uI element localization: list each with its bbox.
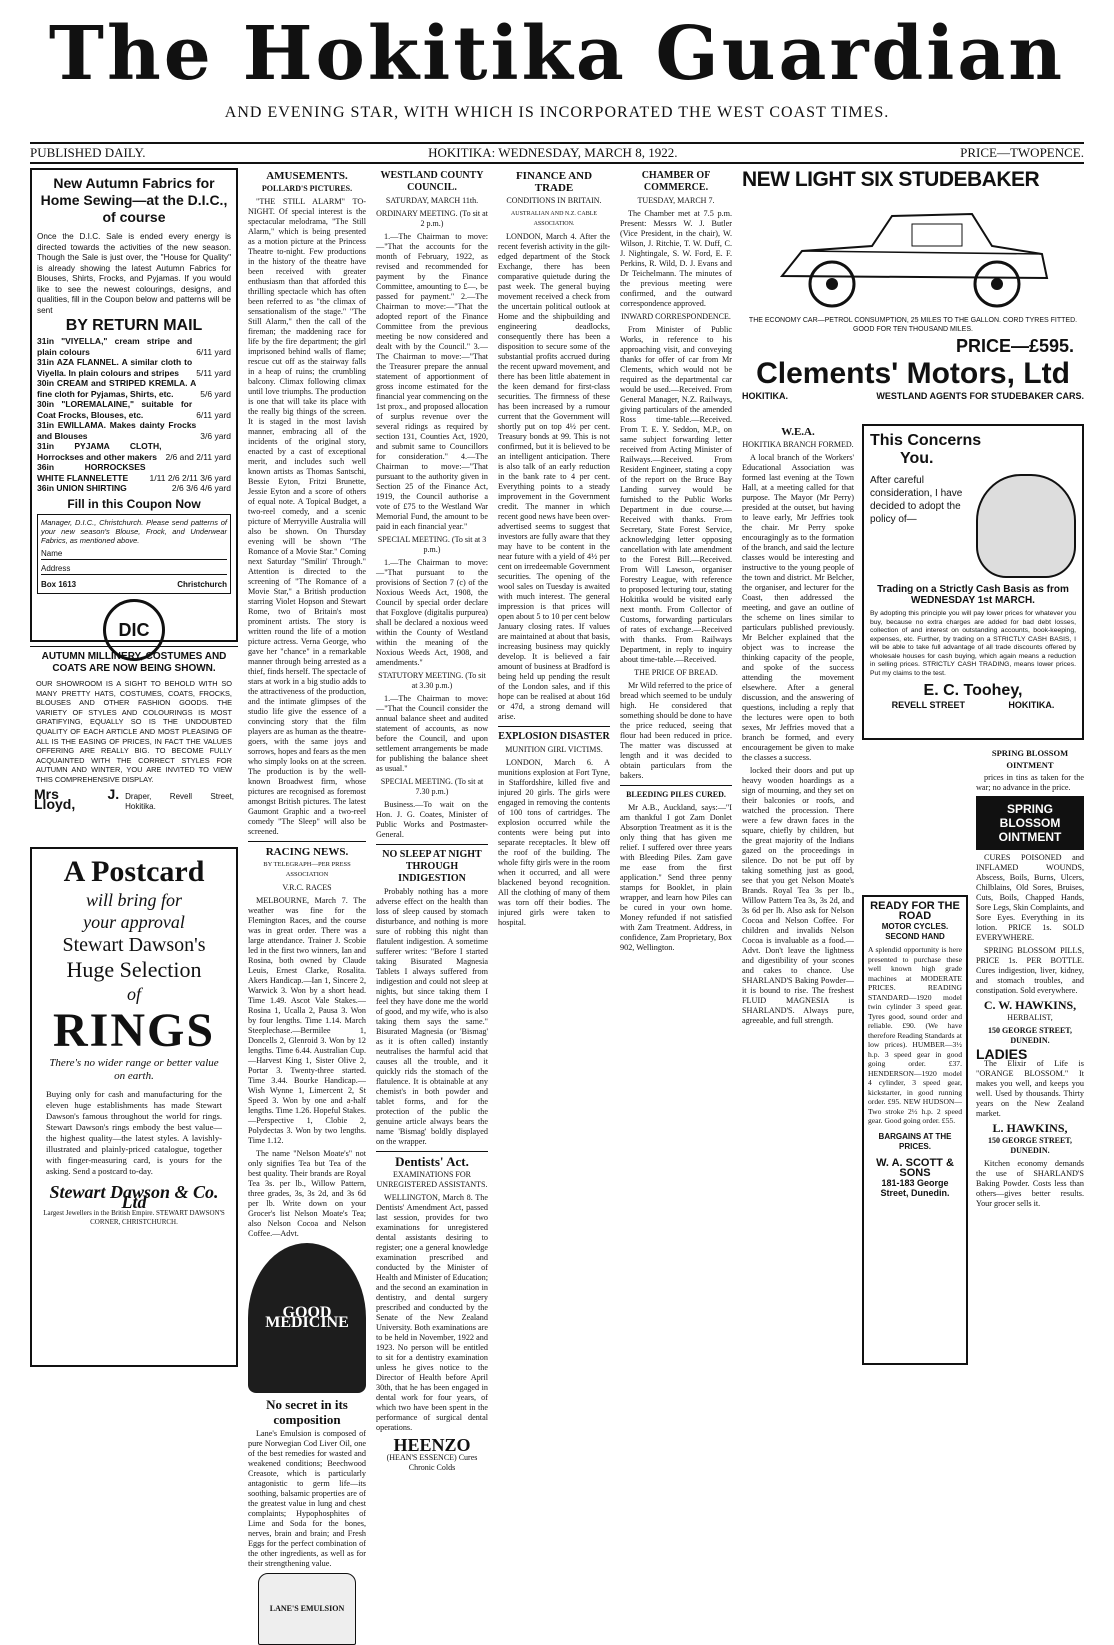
- dic-title: New Autumn Fabrics for Home Sewing—at the D.I.C., of course: [40, 175, 228, 225]
- coupon-title: Fill in this Coupon Now: [67, 496, 201, 511]
- fabric-name: 31in PYJAMA CLOTH, Horrockses and other makers: [37, 441, 162, 462]
- rings-footer: Largest Jewellers in the British Empire. STEWART DAWSON'S CORNER, CHRISTCHURCH.: [43, 1209, 225, 1226]
- spring-title: SPRING BLOSSOM OINTMENT: [991, 748, 1069, 770]
- bleeding-heading: BLEEDING PILES CURED.: [626, 790, 726, 799]
- column-2: [248, 168, 367, 1613]
- dateline: [30, 142, 1084, 164]
- pills-text: SPRING BLOSSOM PILLS, PRICE 1s. PER BOTTLE. Cures indigestion, liver, kidney, and stomach troubles, and constipation. Sold everywhere.: [976, 946, 1084, 995]
- fabric-price: 5/6 yard: [200, 388, 231, 399]
- lloyd-signature: Mrs J. Lloyd,: [34, 785, 120, 812]
- fabric-price: 5/11 yard: [196, 367, 231, 378]
- rings-line7: RINGS: [52, 1004, 216, 1057]
- column-7: [862, 745, 968, 1379]
- by-return-mail: BY RETURN MAIL: [65, 317, 203, 334]
- dentists-article: WELLINGTON, March 8. The Dentists' Amendment Act, passed last session, provides for two examinations for unregistered dental assistants desiring to register; one a general knowledge examination prescribed and conducted by the Minister of Health and Minister of Education; and the second an examination in dentistry, and dental surgery prescribed and conducted by the Senate of the New Zealand University. Both examinations are to be held in November, 1922 and 1923. No person will be entitled to sit for a dentistry examination unless he gives notice to the Director of Health before April 30th, that he has been engaged in dental work for four years, of which two have been spent in the performance of surgical dental operations.: [376, 1193, 488, 1432]
- coupon-box-number: Box 1613: [41, 579, 77, 589]
- hawkins-name: C. W. HAWKINS,: [983, 998, 1077, 1012]
- finance-heading: FINANCE AND TRADE: [515, 170, 593, 194]
- special-meeting-2: SPECIAL MEETING. (To sit at 7.30 p.m.): [380, 777, 484, 796]
- road-bargains: BARGAINS AT THE PRICES.: [878, 1131, 952, 1151]
- rings-advert: [30, 847, 238, 1367]
- exams-heading: EXAMINATIONS FOR UNREGISTERED ASSISTANTS.: [376, 1170, 488, 1189]
- special2-article: Business.—To wait on the Hon. J. G. Coates, Minister of Public Works and Postmaster-General.: [376, 800, 488, 839]
- fabric-item: [37, 483, 231, 494]
- secret-heading: No secret in its composition: [266, 1397, 348, 1427]
- scott-advert: [862, 895, 968, 1365]
- dentists-heading: Dentists' Act.: [395, 1154, 469, 1169]
- fabric-name: 30in CREAM and STRIPED KREMLA. A fine cloth for Pyjamas, Shirts, etc.: [37, 378, 197, 399]
- fabric-item: [37, 399, 231, 420]
- ladies-body: The Elixir of Life is "ORANGE BLOSSOM." It makes you well, and keeps you well. Used by thousands. Thirty years on the New Zealand market.: [976, 1059, 1084, 1118]
- finance-article: LONDON, March 4. After the recent feverish activity in the gilt-edged department of the Stock Exchange, there has been comparative quietude during the past week. The general buying movement received a check from the uncertain political outlook at Home and the shipbuilding and engineering deadlocks, consequently there has been a disposition to secure some of the substantial profits accrued during the recent upward movement, and there has been little abatement in the keen demand for first-class securities. The firmness of these has been increased by a rumour current that the Government will shortly put on top 4½ per cent. Treasury bonds at 99. This is not confirmed, but it is believed to be an intelligent anticipation. There is also talk of an early reduction in the bank rate to 4 per cent. Everything points to a steady improvement in the Government credit. The manner in which recent good news have been over-advertised seems to suggest that investors are fully aware that they may have to be content in the near future with a yield of 4½ per cent on irredeemable Government securities. The opening of the wool sales on Tuesday is awaited with much interest. The general impression is that prices will open about 5 to 10 per cent below January closing rates. If values are maintained at about that basis, increasing business may quickly develop. It is believed a fair amount of business at Bradford is being held up pending the result of the London sales, and if this hope can be realised at about 16d or 47d, a strong demand will arise.: [498, 232, 610, 721]
- hawkins2-address: 150 GEORGE STREET, DUNEDIN.: [987, 1136, 1073, 1155]
- fabric-name: 30in "LOREMALAINE," suitable for Coat Frocks, Blouses, etc.: [37, 399, 193, 420]
- toohey-title1: This Concerns: [870, 432, 982, 449]
- fabric-price: 3/6 yard: [200, 430, 231, 441]
- rings-line4: Stewart Dawson's: [62, 934, 206, 956]
- fabric-item: [37, 378, 231, 399]
- column-3: [376, 168, 488, 1472]
- council-article: 1.—The Chairman to move:—"That the accounts for the month of February, 1922, as revised and recommended for payment by the Finance Committee, amounting to £—, be passed for payment." 2.—The Chairman to move:—"That the adopted report of the Finance Committee from the previous meeting be now considered and dealt with by the Council." 3.—The Chairman to move:—"That the Treasurer prepare the annual statement of apportionment of gross income estimated for the financial year commencing on the 1st prox., and proposed allocation of surplus revenue over the several ridings as required by section 131, Counties Act, 1920, and submit same to Councillors for consideration." 4.—The Chairman to move:—"That pursuant to the authority given in Section 25 of the Finance Act, 1919, the Council authorise a vote of £75 to the Westland War Memorial Fund, the amount to be paid in each financial year.": [376, 232, 488, 531]
- ointment-text: SPRING BLOSSOM OINTMENT: [998, 802, 1062, 844]
- lloyd-address: Draper, Revell Street, Hokitika.: [125, 791, 234, 811]
- wea-sub: HOKITIKA BRANCH FORMED.: [742, 440, 854, 449]
- dic-logo-text: DIC: [118, 619, 150, 640]
- lloyd-body: OUR SHOWROOM IS A SIGHT TO BEHOLD WITH SO MANY PRETTY HATS, COSTUMES, COATS, FROCKS, BLOUSES AND OTHER FASHION GOODS. THE VARIETY OF STYLES AND COLOURINGS IS MOST GRATIFYING, EQUALLY SO IS THE UNDOUBTED QUALITY OF EACH ARTICLE AND MOST PLEASING OF ALL IS THE EASING OF PRICES, IN FACT THE VALUES OFFERING ARE REALLY BIG. TO BECOME FULLY ACQUAINTED WITH THE CORRECT STYLES FOR AUTUMN AND WINTER, YOU ARE INVITED TO VIEW THIS COMPREHENSIVE DISPLAY.: [36, 679, 232, 784]
- studebaker-title: NEW LIGHT SIX STUDEBAKER: [742, 168, 1040, 191]
- hawkins-herbalist: HERBALIST,: [1007, 1013, 1053, 1022]
- lanes-article: Lane's Emulsion is composed of pure Norwegian Cod Liver Oil, one of the best remedies for wasted and weakened conditions; Beechwood Creasote, which is particularly antagonistic to germ life—its soothing, balsamic properties are of the greatest value in lung and chest complaints; Hypophosphites of Lime and Soda for the bones, nerves, brain and brain; and Fresh Eggs for the perfect combination of the other ingredients, as well as for their strengthening value.: [248, 1429, 366, 1568]
- rings-line1: A Postcard: [63, 855, 205, 888]
- column-5: [620, 168, 732, 1378]
- masthead-title: The Hokitika Guardian: [48, 11, 1066, 97]
- fabric-name: 36in UNION SHIRTING: [37, 483, 127, 493]
- toohey-policy: Trading on a Strictly Cash Basis as from WEDNESDAY 1st MARCH.: [877, 584, 1069, 606]
- bleeding-article: Mr A.B., Auckland, says:—"I am thankful I got Zam Donlet Absorption Treatment as it is the only thing that has given me relief. I suffered over three years with Bleeding Piles. Zam gave me ease from the first application." Send three penny stamps for Booklet, in plain wrapper, and learn how Piles can be cured in your own home. Money refunded if not satisfied with Zam Treatment. Address, in confidence, Zam Proprietary, Box 902, Wellington.: [620, 803, 732, 952]
- kitchen-text: Kitchen economy demands the use of SHARLAND'S Baking Powder. Costs less than others—gives better results. Your grocer sells it.: [976, 1159, 1084, 1208]
- chamber-article: The Chamber met at 7.5 p.m. Present: Messrs W. J. Butler (Vice President, in the chair), W. Wilson, J. Ritchie, T. W. Duff, C. J. Nightingale, S. W. Ford, E. F. Perkins, R. Wild, D. J. Evans and Dr Teichelmann. The minutes of the previous meeting were confirmed, and the outward correspondence approved.: [620, 209, 732, 308]
- dic-logo: [103, 599, 165, 661]
- column-1: [30, 168, 238, 1378]
- clements-town: HOKITIKA.: [742, 391, 788, 401]
- heenzo-logo: HEENZO: [393, 1435, 471, 1455]
- amusements-heading: AMUSEMENTS.: [266, 170, 348, 182]
- column-4: [498, 168, 610, 1378]
- stewart-dawson-logo: Stewart Dawson & Co. Ltd: [49, 1182, 219, 1212]
- man-portrait-illustration: [976, 474, 1076, 578]
- road-title: READY FOR THE ROAD: [870, 900, 960, 922]
- toohey-title2: You.: [900, 450, 934, 467]
- racing-heading: RACING NEWS.: [265, 846, 349, 858]
- medicine-illustration: [248, 1243, 366, 1393]
- lanes-label: LANE'S EMULSION: [269, 1604, 345, 1613]
- studebaker-caption: THE ECONOMY CAR—PETROL CONSUMPTION, 25 MILES TO THE GALLON. CORD TYRES FITTED. GOOD FOR TEN THOUSAND MILES.: [748, 317, 1078, 333]
- car-illustration: [762, 196, 1062, 316]
- masthead-subtitle: AND EVENING STAR, WITH WHICH IS INCORPORATED THE WEST COAST TIMES.: [224, 104, 890, 121]
- scott-address: 181-183 George Street, Dunedin.: [880, 1177, 950, 1198]
- rings-line6: of: [126, 984, 141, 1004]
- vrc-heading: V.R.C. RACES: [282, 883, 332, 892]
- studebaker-advert: [742, 168, 1084, 416]
- rings-line5: Huge Selection: [66, 957, 202, 982]
- explosion-sub: MUNITION GIRL VICTIMS.: [505, 745, 603, 754]
- council-heading: WESTLAND COUNTY COUNCIL.: [380, 170, 484, 193]
- fabric-name: 31in AZA FLANNEL. A similar cloth to Viyella. In plain colours and stripes: [37, 357, 193, 378]
- fabric-name: 36in HORROCKSES WHITE FLANNELETTE: [37, 462, 146, 483]
- statutory-meeting: STATUTORY MEETING. (To sit at 3.30 p.m.): [378, 671, 486, 690]
- hawkins2-name: L. HAWKINS,: [992, 1121, 1068, 1135]
- coupon-city: Christchurch: [177, 579, 227, 589]
- chamber-date: TUESDAY, MARCH 7.: [637, 196, 715, 205]
- toohey-name: E. C. Toohey,: [923, 682, 1023, 699]
- masthead: [30, 8, 1084, 120]
- coupon-text: Manager, D.I.C., Christchurch. Please send patterns of your new season's Blouse, Frock, and Underwear Fabrics, as mentioned above.: [41, 517, 227, 545]
- fabric-name: 31in EWILLAMA. Makes dainty Frocks and Blouses: [37, 420, 197, 441]
- issue-date: HOKITIKA: WEDNESDAY, MARCH 8, 1922.: [428, 145, 678, 160]
- tea-advert: The name "Nelson Moate's" not only signifies Tea but Tea of the best quality. Their brands are Royal Tea 3s. per lb., Willow Pattern, three grades, 3s, 3s 2d, and 3s 6d per lb. Write down on your Grocer's list Nelson Moate's Tea; also Nelson Cocoa and Nelson Coffee.—Advt.: [248, 1149, 366, 1238]
- rings-line3: your approval: [83, 912, 185, 932]
- heenzo-sub: (HEAN'S ESSENCE) Cures Chronic Colds: [386, 1453, 478, 1472]
- toohey-body: After careful consideration, I have decided to adopt the policy of—: [870, 475, 963, 525]
- dic-body: Once the D.I.C. Sale is ended every energy is directed towards the activities of the new season. Though the Sale is just over, the "House for Quality" is already showing the latest Autumn Fabrics for Blouses, Shirts, Frocks, and Pyjamas. If you would like to see the newest colourings, designs, and qualities, fill in the Coupon below and patterns will be sent: [37, 232, 231, 315]
- column-8: [976, 745, 1084, 1379]
- fabric-item: [37, 357, 231, 378]
- sleep-heading: NO SLEEP AT NIGHT THROUGH INDIGESTION: [382, 849, 482, 884]
- toohey-advert: [862, 424, 1084, 740]
- coupon-address-line[interactable]: [41, 564, 227, 575]
- lloyd-advert: [30, 651, 238, 847]
- inward-article: From Minister of Public Works, in reference to his approaching visit, and conveying thanks for offer of car from Mr Clements, which would not be required as the departmental car would be used.—Received. From General Manager, N.Z. Railways, giving particulars of the amended Ross time-table.—Received. From T. E. Y. Seddon, M.P., on same subject forwarding letter received from Acting Minister of Railways.—Received. From Resident Engineer, stating a copy of the report on the Bruce Bay Landing survey would be furnished to the Public Works Department in due course.—Received with thanks. From Secretary, State Forest Service, acknowledging letter opposing cancellation with late amendment to the Forest Bill.—Received. From Will Lawson, organiser Forestry League, with reference to proposed lecturing tour, stating Hokitika would be visited early next month. From Collector of Customs, forwarding particulars of rates of exchange.—Received with thanks. From Railways Department, in reply to inquiry about time-table.—Received.: [620, 325, 732, 664]
- explosion-article: LONDON, March 6. A munitions explosion at Fort Tyne, in Staffordshire, killed five and injured 20 girls. The girls were engaged in removing the contents of 100 tons of cartridges. The explosion occurred while the contents were being put into separate receptacles. It blew off the roof of the building. The whole fifty girls were in the room when it occurred, and all were blackened beyond recognition. All the clothing of many of them was torn off their bodies. The injured girls were taken to hospital.: [498, 758, 610, 927]
- dic-fabric-list: [37, 336, 231, 494]
- racing-source: BY TELEGRAPH—PER PRESS ASSOCIATION: [263, 861, 351, 878]
- special-article: 1.—The Chairman to move:—"That pursuant to the provisions of Section 7 (c) of the Noxious Weeds Act, 1908, the Council by special order declare that Foxglove (digitalis purpurea) shall be declared a noxious weed within the County of Westland within the meaning of the Noxious Weeds Act, 1908, and amendments.": [376, 558, 488, 667]
- clements-agents: WESTLAND AGENTS FOR STUDEBAKER CARS.: [876, 391, 1084, 401]
- coupon-name-line[interactable]: [41, 549, 227, 560]
- spring-body: prices in tins as taken for the war; no advance in the price.: [976, 773, 1084, 792]
- toohey-town: HOKITIKA.: [1008, 700, 1055, 710]
- pollards-heading: POLLARD'S PICTURES.: [261, 184, 353, 193]
- sleep-article: Probably nothing has a more adverse effect on the health than loss of sleep caused by stomach disturbance, and nothing is more sure of robbing this night than flatulent indigestion. A sometime sufferer writes: "Before I started taking Bisurated Magnesia Tablets I always suffered from indigestion and could not sleep at nights, but since taking them I feel they have done me the world of good, and my wife, who is also taking them says the same." Bisurated Magnesia (or 'Bismag' as it is often called) instantly neutralises the harmful acid that causes all the trouble, and it quickly rids the stomach of the flatulence. It is obtainable at any chemist's in both powder and tablet forms, and for the protection of the public the genuine article always bears the name 'Bismag' boldly displayed on the wrapper.: [376, 887, 488, 1146]
- inward-heading: INWARD CORRESPONDENCE.: [621, 312, 731, 321]
- issue-price: PRICE—TWOPENCE.: [960, 145, 1084, 160]
- wea-article-continued: locked their doors and put up heavy wooden hoardings as a sign of mourning, and they set on their balconies or roofs, and watched the procession. There were a few drawn faces in the square, chiefly by children, but the great majority of the Indians gazed on the proceedings in silence. Do not be put off by taking something just as good, see that you get Nelson Moate's Brands. Royal Tea 3s per lb., Willow Pattern Tea 3s, 3s 2d, and 3s 6d per lb. Also ask for Nelson Cocoa and Nelson Coffee. For children and invalids Nelson Cocoa is invaluable as a food.—Advt. Don't leave the lightness and digestibility of your scones and cakes to chance. Use SHARLAND'S Baking Powder—it is bound to rise. The freshest FLUID MAGNESIA is SHARLAND'S. Always pure, agreeable, and full strength.: [742, 766, 854, 1025]
- special-meeting: SPECIAL MEETING. (To sit at 3 p.m.): [377, 535, 487, 554]
- coupon-address-label: Address: [41, 563, 71, 573]
- explosion-heading: EXPLOSION DISASTER: [498, 731, 610, 742]
- road-body: A splendid opportunity is here presented to purchase these well known high grade machines at MODERATE PRICES. READING STANDARD—1920 model twin cylinder 3 speed gear. Tyres good, sound order and reliable. £90. (We have therefore Reading Standards at low prices). HUMBER—3½ h.p. 3 speed gear in good going order. £37. HENDERSON—1920 model 4 cylinder, 3 speed gear, kickstarter, in good running order. £95. NEW HUDSON—Two stroke 2½ h.p. 2 speed gear. Good going order. £55.: [868, 945, 962, 1125]
- fabric-item: [37, 441, 231, 462]
- statutory-article: 1.—The Chairman to move:—"That the Council consider the annual balance sheet and audited statement of accounts, as now before the Council, and upon settlement arrangements be made for publishing the balance sheet as usual.": [376, 694, 488, 773]
- toohey-address: REVELL STREET: [891, 700, 966, 710]
- bread-heading: THE PRICE OF BREAD.: [634, 668, 718, 677]
- scott-name: W. A. SCOTT & SONS: [876, 1156, 954, 1179]
- finance-assoc: AUSTRALIAN AND N.Z. CABLE ASSOCIATION.: [510, 211, 598, 227]
- fabric-item: [37, 420, 231, 441]
- ordinary-meeting: ORDINARY MEETING. (To sit at 2 p.m.): [376, 209, 488, 228]
- coupon-box: [37, 514, 231, 594]
- road-sub: MOTOR CYCLES. SECOND HAND: [881, 922, 949, 941]
- fabric-name: 31in "VIYELLA," cream stripe and plain colours: [37, 336, 193, 357]
- column-6: [742, 424, 854, 1378]
- toohey-detail: By adopting this principle you will pay lower prices for whatever you buy, because no extra charges are added for bad debt losses, collection of and interest on outstanding accounts, book-keeping, expenses, etc. Further, by trading on a STRICTLY CASH BASIS, I will be able to take full advantage of all trade discounts offered by wholesale houses for cash buying, which again means a reduction in selling prices. STRICTLY CASH TRADING, means lower prices. Put my claims to the test.: [870, 610, 1076, 677]
- fabric-price: 2/6 and 2/11 yard: [165, 451, 231, 462]
- studebaker-price: PRICE—£595.: [955, 336, 1074, 356]
- cures-text: CURES POISONED and INFLAMED WOUNDS, Abscess, Boils, Burns, Ulcers, Chilblains, Old Sores, Bruises, Cuts, Boils, Chapped Hands, Sore Legs, Skin Complaints, and Sore Eyes. Everything in its lotion. PRICE 1s. SOLD EVERYWHERE.: [976, 853, 1084, 942]
- published-daily: PUBLISHED DAILY.: [30, 145, 146, 160]
- rings-line2: will bring for: [85, 890, 183, 910]
- fabric-price: 2/6 3/6 4/6 yard: [171, 483, 231, 493]
- lanes-bottle-illustration: [258, 1573, 356, 1645]
- racing-article: MELBOURNE, March 7. The weather was fine for the Flemington Races, and the course was in great order. There was a large attendance. Trainer J. Scobie led in the first two winners, Ian and Rosina, both owned by Claude Leuis, Ernest Clarke, Rosalita. Akers Handicap.—Ian 1, Sincere 2, Warwick 3. Won by a short head. Time 1.49. Ascot Vale Stakes.—Rosina 1, Ucalla 2, Pausa 3. Won by four lengths. Time 1.14. March Steeplechase.—Bermilee 1, Doncells 2, Glenroid 3. Won by 12 lengths. Time 6.44. Australian Cup.—Harvest King 1, Sister Olive 2, Portar 3. Twenty-three started. Time 3.44. Bourke Handicap.—Wish Wynne 1, Limercent 2, St Speed 3. Won by one and a-half lengths. Time 1.26. Hopeful Stakes.—Perspective 1, Clobie 2, Polydectas 3. Won by two lengths. Time 1.12.: [248, 896, 366, 1145]
- ointment-banner: [976, 796, 1084, 850]
- pictures-article: "THE STILL ALARM" TO-NIGHT. Of special interest is the spectacular melodrama, "The Still Alarm," which is being presented as a motion picture at the Princess Theatre to-night. Few productions in the history of the theatre have been received with greater enthusiasm than that afforded this thrilling spectacle which has often been referred to as "the climax of sensationalism of the stage." "The Still Alarm," then the call of the fireman; the maddening race for life by the fire department; the girl imprisoned behind walls of flame; rescue cut off as the stairway falls in a heap of ruins; the crumbling balcony. Climax following climax until love triumphs. The production is one that will take its place with the really big things of the screen. It is staged in the most lavish manner, embracing all of the incidents of the original story, enacted by a cast of exceptional merit, and includes such well known artists as Thomas Santschi, Bessie Eyton, Fritzi Brunette, Jessie Eyton and a score of others of equal note. A Topical Budget, a two-reel comedy, and a scenic picture of Merryville Australia will also be shown. On Thursday evening will be shown "The Romance of a Movie Star." Coming next Saturday "Smilin' Through." Attention is directed to the screening of "The Romance of a Movie Star," a British production starring Violet Hopson and Stewart Rome, two of Britain's most prominent artists. The story is written round the life of a motion picture actress. Verna George, who gave her "chance" in a remarkable manner through being arrested as a thief, finds herself. The spectacle of stars at work in a big studio adds to the attractiveness of the production, and the intimate glimpses of the studio life give the essence of a convincing story that the film players are as human as the theatre-goers, with the same joys and sorrows, hopes and fears as the men who simply looks on at the screen. The production is by the well-known Broadwest firm, whose pictures are recognised as foremost amongst British pictures. The latest Gaumont Graphic and a two-reel comedy "The Sleep" will also be screened.: [248, 197, 367, 836]
- fabric-price: 6/11 yard: [196, 346, 231, 357]
- chamber-heading: CHAMBER OF COMMERCE.: [641, 170, 711, 193]
- wea-article: A local branch of the Workers' Educational Association was formed last evening at the Town Hall, at a meeting called for that purpose. The Mayor (Mr Perry) presided at the outset, but having to leave early, Mr Jeffries took the chair. Mr Perry spoke encouragingly as to the formation of the branch, and said the lecture classes would be interesting and instructive to the young people of the town and district. Mr Belcher, the organiser, and lecturer for the Coast, then addressed the meeting, and gave an outline of the scheme on lines similar to particulars published previously. Mr Belcher explained that the object was to increase the thinking capacity of the people, and spoke of the success attending the movement elsewhere. After a general discussion, and the answering of questions, including a reply that the lectures were open to both sexes, Mr Jeffries moved that a branch be formed, and every encouragement be given to make the classes a success.: [742, 453, 854, 762]
- bread-article: Mr Wild referred to the price of bread which seemed to be unduly high. He considered that something should be done to have the price reduced, seeing that flour had been reduced in price. The matter was discussed at length and it was decided to obtain particulars from the bakers.: [620, 681, 732, 780]
- rings-line8: There's no wider range or better value on earth.: [49, 1057, 219, 1082]
- hawkins-address: 150 GEORGE STREET, DUNEDIN.: [987, 1026, 1073, 1045]
- finance-sub: CONDITIONS IN BRITAIN.: [506, 196, 602, 205]
- rings-body: Buying only for cash and manufacturing for the eleven huge establishments has made Stewart Dawson's famous throughout the world for rings. Stewart Dawson's rings embody the best value—the highest quality—the latest styles. A lavishly-illustrated and plainly-priced catalogue, together with finger-measuring card, is yours for the asking. Send a postcard to-day.: [46, 1089, 222, 1176]
- ladies-heading: LADIES: [976, 1046, 1028, 1062]
- clements-motors: Clements' Motors, Ltd: [756, 357, 1070, 390]
- fabric-price: 6/11 yard: [196, 409, 231, 420]
- council-date: SATURDAY, MARCH 11th.: [385, 196, 479, 205]
- coupon-name-label: Name: [41, 548, 63, 558]
- lloyd-title: AUTUMN MILLINERY, COSTUMES AND COATS ARE NOW BEING SHOWN.: [41, 651, 227, 674]
- wea-heading: W.E.A.: [781, 426, 815, 438]
- fabric-item: [37, 462, 231, 483]
- fabric-price: 1/11 2/6 2/11 3/6 yard: [149, 472, 231, 483]
- fabric-item: [37, 336, 231, 357]
- dic-advert: [30, 168, 238, 642]
- medicine-word: GOOD MEDICINE: [265, 1304, 349, 1331]
